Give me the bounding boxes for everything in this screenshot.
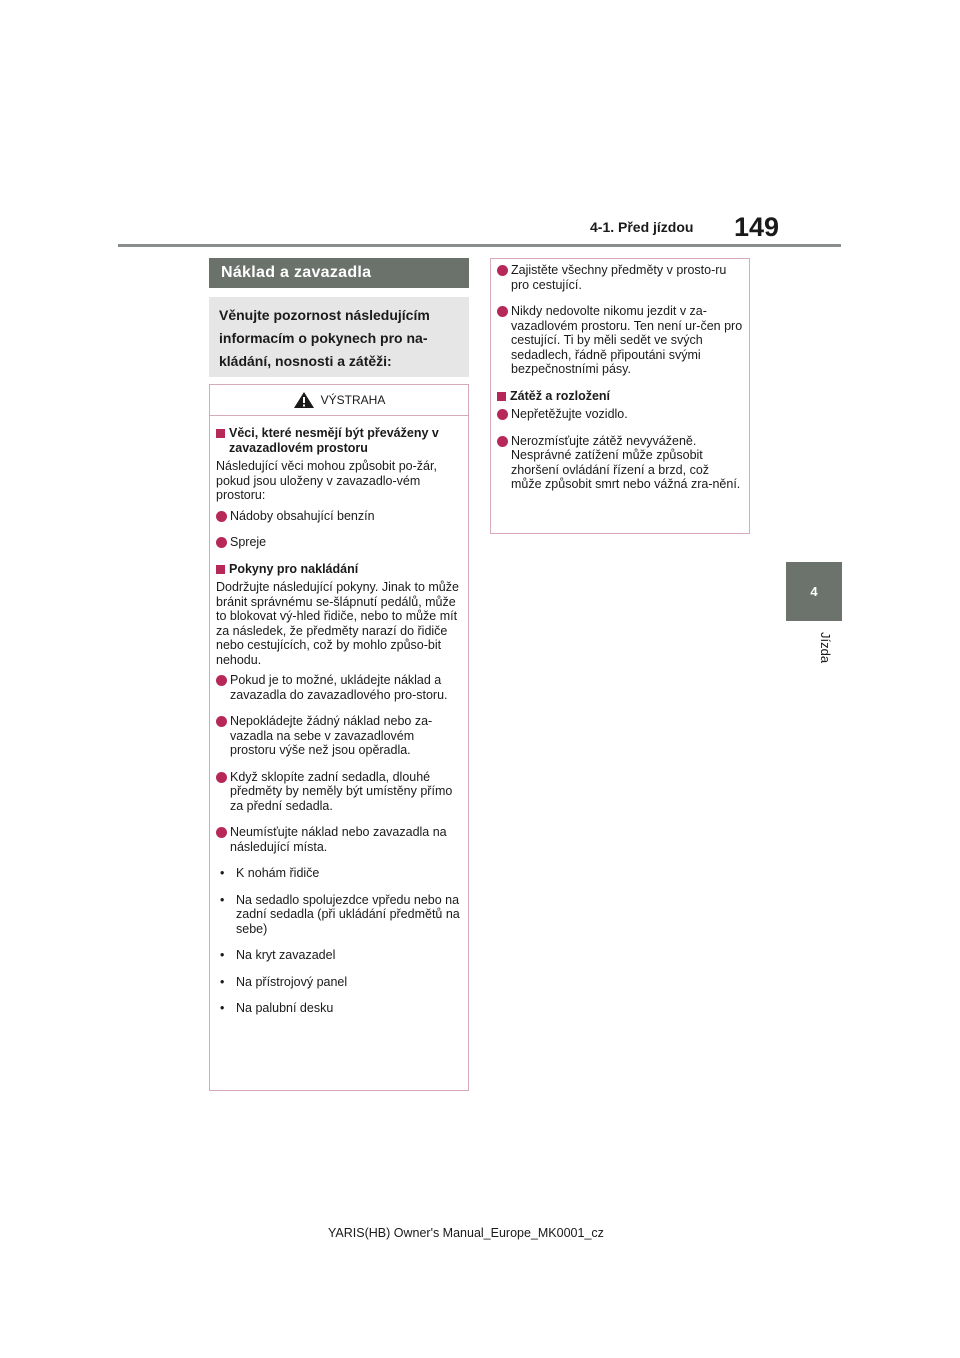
intro-box (209, 297, 469, 377)
list-item: Nerozmísťujte zátěž nevyváženě. Nesprávné zatížení může způsobit zhoršení ovládání řízení a brzd, což může způsobit smrt nebo vážná zra-nění. (497, 434, 743, 492)
sub-list-item: • Na palubní desku (220, 1001, 334, 1015)
warning-paragraph: Dodržujte následující pokyny. Jinak to může bránit správnému se-šlápnutí pedálů, může to blokovat vý-hled řidiče, nebo to může mít za následek, že předměty narazí do řidiče nebo cestujících, což by mohlo způso-bit nehodu. (216, 580, 459, 667)
warning-triangle-icon (293, 391, 315, 409)
header-divider (118, 244, 841, 247)
list-item: Nepřetěžujte vozidlo. (497, 407, 743, 422)
sub-list-item: • K nohám řidiče (220, 866, 320, 880)
continuation-content (491, 259, 749, 492)
list-item: Zajistěte všechny předměty v prosto-ru pro cestující. (497, 263, 743, 292)
continuation-heading: Zátěž a rozložení (497, 389, 743, 404)
square-bullet-icon (216, 429, 225, 438)
list-item: Neumísťujte náklad nebo zavazadla na následující místa. (216, 825, 462, 854)
round-bullet-icon (216, 675, 227, 686)
round-bullet-icon (497, 436, 508, 447)
round-bullet-icon (497, 409, 508, 420)
sub-list-item: • Na přístrojový panel (220, 974, 348, 989)
round-bullet-icon (497, 306, 508, 317)
round-bullet-icon (216, 537, 227, 548)
round-bullet-icon (216, 827, 227, 838)
chapter-tab: 4 (786, 562, 842, 621)
round-bullet-icon (216, 511, 227, 522)
list-item: Nádoby obsahující benzín (216, 509, 462, 524)
square-bullet-icon (497, 392, 506, 401)
intro-text: Věnujte pozornost následujícím informacím o pokynech pro na-kládání, nosnosti a zátěži: (219, 307, 430, 369)
list-item: Pokud je to možné, ukládejte náklad a zavazadla do zavazadlového pro-storu. (216, 673, 462, 702)
section-header: 4-1. Před jízdou (590, 219, 694, 235)
warning-heading-loading: Pokyny pro nakládání (216, 562, 462, 577)
warning-continuation-box (490, 258, 750, 534)
page-number: 149 (734, 212, 780, 242)
list-item: Nepokládejte žádný náklad nebo za-vazadla na sebe v zavazadlovém prostoru výše než jsou opěradla. (216, 714, 462, 758)
warning-content (210, 416, 468, 1016)
warning-paragraph: Následující věci mohou způsobit po-žár, pokud jsou uloženy v zavazadlo-vém prostoru: (216, 459, 437, 502)
warning-label: VÝSTRAHA (320, 393, 386, 407)
chapter-name: Jízda (818, 632, 833, 664)
warning-box (209, 384, 469, 1091)
sub-list-item: • Na sedadlo spolujezdce vpředu nebo na zadní sedadla (při ukládání předmětů na sebe) (220, 892, 460, 936)
list-item: Spreje (216, 535, 462, 550)
round-bullet-icon (216, 716, 227, 727)
sub-list-item: • Na kryt zavazadel (220, 948, 336, 962)
list-item: Nikdy nedovolte nikomu jezdit v za-vazadlovém prostoru. Ten není ur-čen pro cestující. Ti by měli sedět ve svých sedadlech, řádně připoutáni svými bezpečnostními pásy. (497, 304, 743, 377)
list-item: Když sklopíte zadní sedadla, dlouhé předměty by neměly být umístěny přímo za přední sedadla. (216, 770, 462, 814)
round-bullet-icon (216, 772, 227, 783)
warning-heading-items: Věci, které nesmějí být převáženy v zavazadlovém prostoru (216, 426, 462, 455)
section-title: Náklad a zavazadla (209, 258, 469, 288)
page-footer: YARIS(HB) Owner's Manual_Europe_MK0001_cz (328, 1226, 604, 1240)
warning-header (210, 385, 468, 416)
round-bullet-icon (497, 265, 508, 276)
square-bullet-icon (216, 565, 225, 574)
